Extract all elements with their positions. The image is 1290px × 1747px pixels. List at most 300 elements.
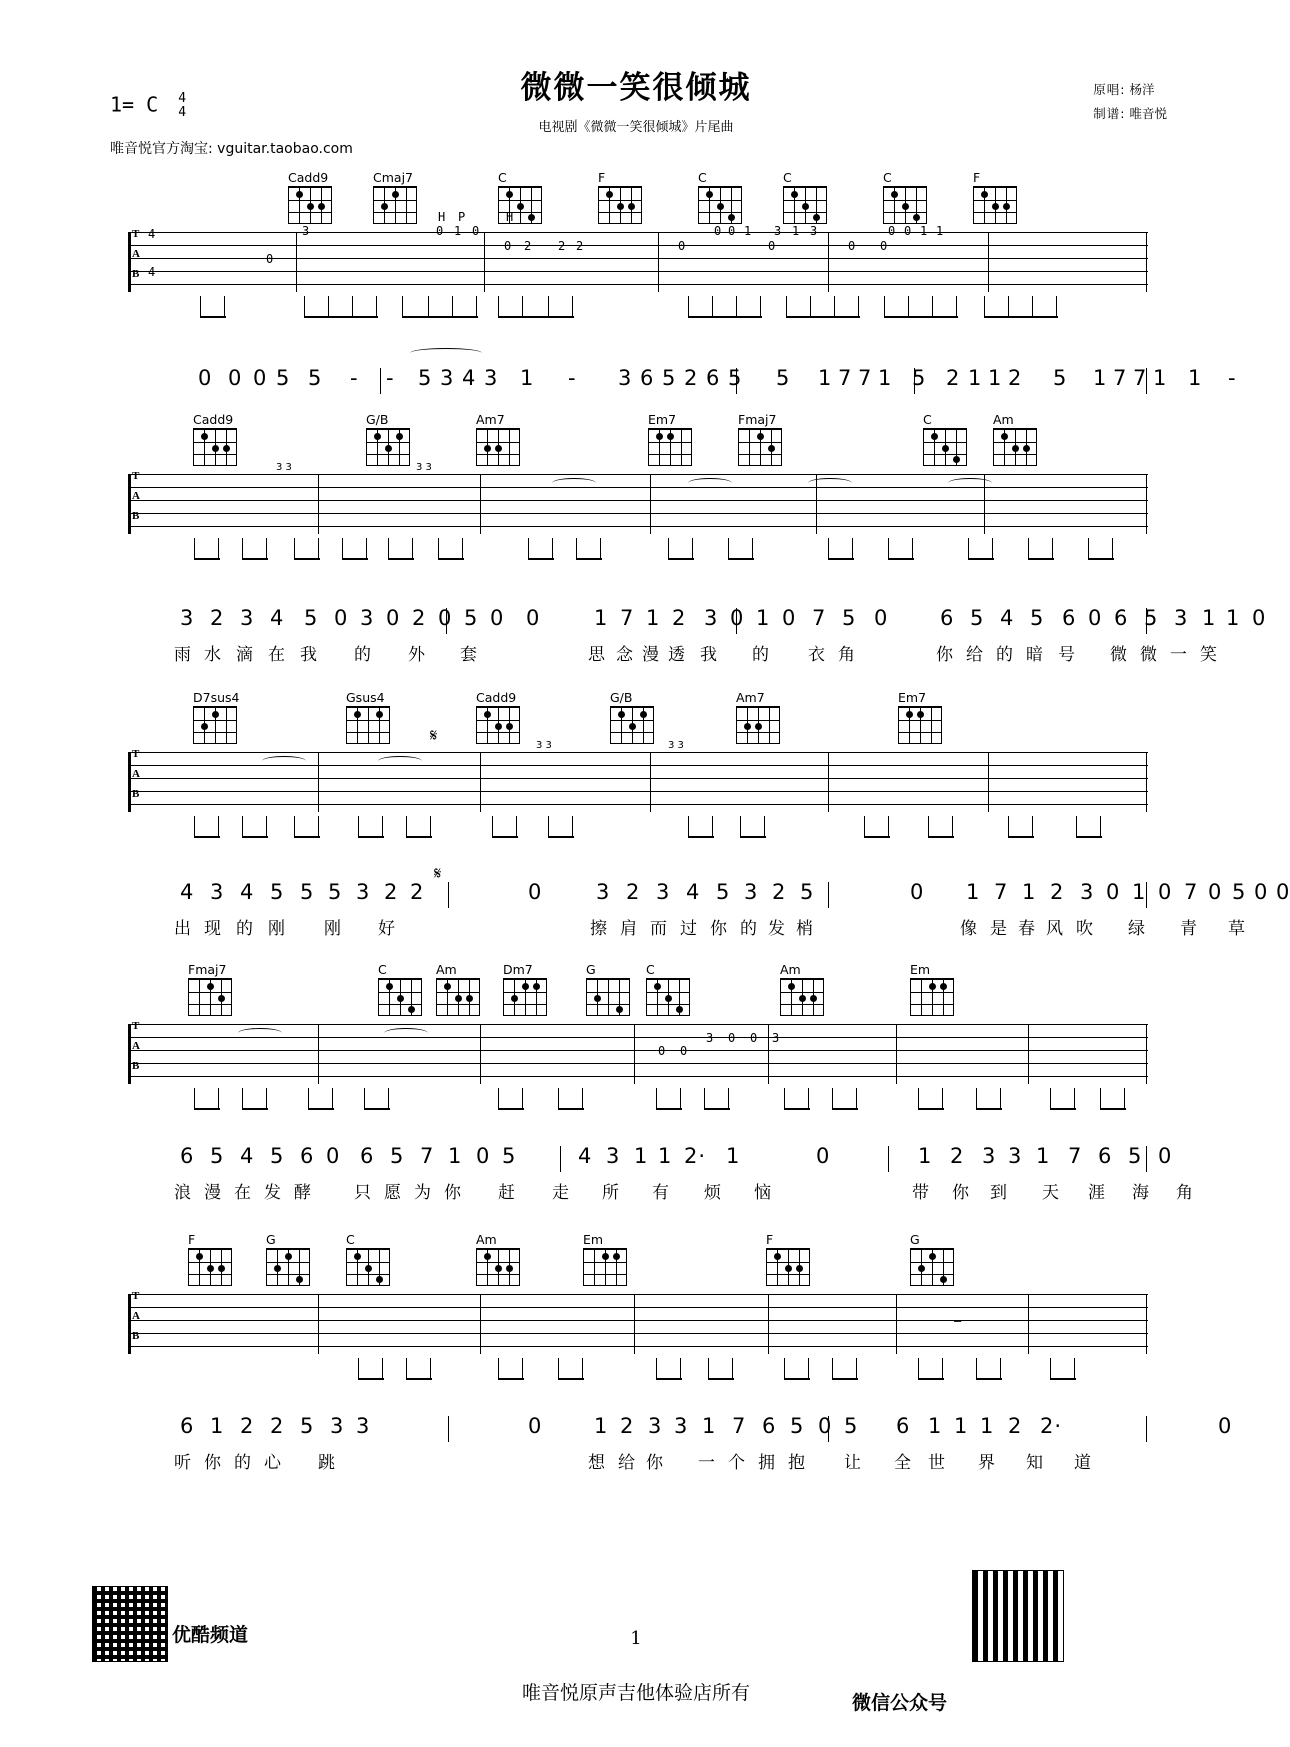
rhythm-stems-1 [128,296,1148,326]
chord-diagram-row-3 [0,690,1272,750]
lyric-syllable: 刚 [324,919,342,939]
triplet-mark: 3 3 [536,740,552,751]
wechat-qr-code [972,1570,1064,1662]
chord-name: F [598,170,606,185]
chord-diagram [993,412,1049,466]
jianpu-note: 0 [438,606,453,630]
lyric-syllable: 发 [768,919,786,939]
lyric-syllable: 拥 [758,1453,776,1473]
jianpu-note: 6 [706,366,721,390]
jianpu-notes [128,1144,1173,1178]
lyric-syllable: 思 [588,645,606,665]
lyric-syllable: 全 [894,1453,912,1473]
lyric-syllable: 听 [174,1453,192,1473]
lyric-syllable: 的 [354,645,372,665]
chord-name: Gsus4 [346,690,385,705]
chord-name: Am [993,412,1014,427]
chord-name: Em [910,962,931,977]
jianpu-note: 1 [918,1144,933,1168]
ornament-hammer-icon: H [438,210,446,224]
tab-label-a: A [132,768,140,780]
tab-label-t: T [132,1020,140,1032]
jianpu-note: 5 [308,366,323,390]
fretboard-grid [910,978,954,1016]
slur-mark [262,756,306,766]
jianpu-note: 6 [640,366,655,390]
jianpu-note: 5 [1030,606,1045,630]
lyric-syllable: 肩 [620,919,638,939]
lyric-syllable: 的 [236,919,254,939]
tab-label-b: B [132,1330,140,1342]
jianpu-note: 6 [940,606,955,630]
lyric-syllable: 角 [838,645,856,665]
lyric-syllable: 烦 [704,1183,722,1203]
lyric-syllable: 为 [414,1183,432,1203]
lyric-syllable: 像 [960,919,978,939]
jianpu-note: 1 [954,1414,969,1438]
lyric-syllable: 我 [300,645,318,665]
jianpu-note: 0 [476,1144,491,1168]
chord-diagram-row-5 [0,1232,1272,1292]
time-sig-top: 4 [178,91,187,106]
lyric-syllable: 擦 [590,919,608,939]
chord-name: G [910,1232,920,1247]
lyric-syllable: 是 [990,919,1008,939]
chord-diagram [898,690,954,744]
chord-name: F [973,170,981,185]
fretboard-grid [766,1248,810,1286]
jianpu-note: 6 [762,1414,777,1438]
chord-diagram [346,690,402,744]
chord-name: C [646,962,655,977]
lyric-syllable: 带 [912,1183,930,1203]
lyric-syllable: 绿 [1128,919,1146,939]
jianpu-note: 0 [490,606,505,630]
lyric-syllable: 有 [652,1183,670,1203]
lyric-syllable: 赶 [498,1183,516,1203]
jianpu-note: 1 [966,880,981,904]
chord-diagram [503,962,559,1016]
chord-diagram [586,962,642,1016]
jianpu-note: 4 [1000,606,1015,630]
lyric-syllable: 草 [1228,919,1246,939]
page-title: 微微一笑很倾城 [520,70,752,106]
slur-mark [238,1028,282,1038]
credit-arranger-value: 唯音悦 [1129,105,1167,121]
slur-mark [808,478,852,488]
jianpu-note: 0 [386,606,401,630]
jianpu-note: 7 [1113,366,1128,390]
jianpu-note: 5 [276,366,291,390]
jianpu-note: 5 [390,1144,405,1168]
fretboard-grid [476,706,520,744]
lyric-syllable: 走 [552,1183,570,1203]
lyric-syllable: 而 [650,919,668,939]
jianpu-note: 5 [716,880,731,904]
jianpu-note: 1 [928,1414,943,1438]
tab-number: 1 [936,224,944,238]
slur-mark [384,1028,428,1038]
jianpu-note: 3 [1008,1144,1023,1168]
jianpu-lyrics [128,1448,1148,1476]
chord-diagram [766,1232,822,1286]
fretboard-grid [783,186,827,224]
jianpu-note: 1 [968,366,983,390]
jianpu-notes [128,864,1290,914]
fretboard-grid [378,978,422,1016]
chord-name: Am7 [736,690,765,705]
lyric-syllable: 风 [1046,919,1064,939]
credit-singer-value: 杨洋 [1129,82,1155,97]
chord-name: Em [583,1232,604,1247]
chord-name: C [923,412,932,427]
chord-diagram [736,690,792,744]
jianpu-note: 5 [270,1144,285,1168]
triplet-mark: 3 3 [668,740,684,751]
jianpu-note: 3 [1174,606,1189,630]
system-1 [0,170,1272,360]
lyric-syllable: 青 [1180,919,1198,939]
chord-name: G/B [610,690,633,705]
jianpu-note: 0 [228,366,243,390]
jianpu-note: 3 [240,606,255,630]
jianpu-note: 5 [270,880,285,904]
chord-diagram-row-1 [0,170,1272,230]
tab-label-a: A [132,248,140,260]
jianpu-note: 3 [648,1414,663,1438]
footer-shop-text: 唯音悦原声吉他体验店所有 [521,1682,750,1704]
jianpu-note: 2 [240,1414,255,1438]
jianpu-note: 0 [1252,606,1267,630]
tab-number: 0 [728,1031,736,1045]
jianpu-note: 6 [300,1144,315,1168]
jianpu-4 [128,1144,1194,1206]
fretboard-grid [188,978,232,1016]
fretboard-grid [583,1248,627,1286]
system-5 [0,1232,1272,1422]
jianpu-note: 7 [994,880,1009,904]
slur-mark [378,756,422,766]
tab-number: 0 [680,1044,688,1058]
jianpu-note: 5 [1144,606,1159,630]
chord-name: Cadd9 [476,690,517,705]
chord-name: Cadd9 [288,170,329,185]
lyric-syllable: 海 [1132,1183,1150,1203]
chord-name: Am [780,962,801,977]
fretboard-grid [288,186,332,224]
chord-name: G [586,962,596,977]
fretboard-grid [188,1248,232,1286]
lyric-syllable: 界 [978,1453,996,1473]
jianpu-note: 0 [526,606,541,630]
chord-name: C [698,170,707,185]
fretboard-grid [646,978,690,1016]
chord-diagram [193,690,249,744]
chord-diagram [476,1232,532,1286]
chord-diagram [378,962,434,1016]
chord-diagram [373,170,429,224]
jianpu-note: 7 [620,606,635,630]
lyric-syllable: 吹 [1076,919,1094,939]
slur-mark [688,478,732,488]
lyric-syllable: 知 [1026,1453,1044,1473]
jianpu-note: 5 [844,1414,859,1438]
jianpu-note: 2 [410,880,425,904]
lyric-syllable: 给 [618,1453,636,1473]
chord-diagram [783,170,839,224]
lyric-syllable: 的 [740,919,758,939]
jianpu-note: 5 [1128,1144,1143,1168]
triplet-mark: 3 3 [416,462,432,473]
jianpu-note: 3 [656,880,671,904]
jianpu-note: 2 [626,880,641,904]
jianpu-3 [128,864,1290,942]
jianpu-note: 4 [462,366,477,390]
jianpu-note: 7 [1068,1144,1083,1168]
jianpu-lyrics [128,640,1218,668]
chord-diagram-row-2 [0,412,1272,472]
system-2 [0,412,1272,602]
fretboard-grid [586,978,630,1016]
jianpu-note: 6 [180,1144,195,1168]
chord-diagram [780,962,836,1016]
fretboard-grid [910,1248,954,1286]
fretboard-grid [698,186,742,224]
jianpu-note: - [1228,366,1237,390]
jianpu-note: 3 [440,366,455,390]
chord-diagram [610,690,666,744]
lyric-syllable: 漫 [642,645,660,665]
jianpu-note: 3 [484,366,499,390]
lyric-syllable: 微 [1140,645,1158,665]
lyric-syllable: 春 [1018,919,1036,939]
jianpu-note: 7 [858,366,873,390]
jianpu-note: 4 [578,1144,593,1168]
jianpu-note: 2 [412,606,427,630]
lyric-syllable: 给 [966,645,984,665]
lyric-syllable: 刚 [268,919,286,939]
jianpu-note: 0 [1218,1414,1233,1438]
lyric-syllable: 你 [936,645,954,665]
jianpu-note: 3 [356,1414,371,1438]
jianpu-note: 2 [1050,880,1065,904]
fretboard-grid [498,186,542,224]
jianpu-note: 4 [270,606,285,630]
credit-singer-label: 原唱: [1093,82,1126,97]
jianpu-note: 2 [210,606,225,630]
lyric-syllable: 道 [1074,1453,1092,1473]
jianpu-note: 0 [1254,880,1269,904]
tab-number: 2 [558,239,566,253]
fretboard-grid [993,428,1037,466]
jianpu-note: 5 [418,366,433,390]
jianpu-note: 5 [1053,366,1068,390]
lyric-syllable: 酵 [294,1183,312,1203]
slur-mark [948,478,992,488]
jianpu-note: 6 [1114,606,1129,630]
jianpu-note: 1 [520,366,535,390]
jianpu-note: 5 [790,1414,805,1438]
lyric-syllable: 笑 [1200,645,1218,665]
jianpu-note: 1 [818,366,833,390]
chord-diagram [646,962,702,1016]
fretboard-grid [738,428,782,466]
chord-diagram [193,412,249,466]
tab-number: 0 [472,224,480,238]
chord-name: D7sus4 [193,690,240,705]
fretboard-grid [476,1248,520,1286]
chord-diagram [973,170,1029,224]
jianpu-note: 5 [970,606,985,630]
jianpu-note: 6 [360,1144,375,1168]
jianpu-note: 5 [210,1144,225,1168]
tab-number: 0 [888,224,896,238]
jianpu-note: 0 [816,1144,831,1168]
tab-number: — [954,1314,962,1328]
chord-name: Fmaj7 [738,412,777,427]
chord-name: C [498,170,507,185]
fretboard-grid [923,428,967,466]
ornament-pull-icon: P [458,210,466,224]
lyric-syllable: 愿 [384,1183,402,1203]
lyric-syllable: 漫 [204,1183,222,1203]
tab-label-b: B [132,510,140,522]
chord-diagram [266,1232,322,1286]
fretboard-grid [366,428,410,466]
lyric-syllable: 过 [680,919,698,939]
jianpu-note: 3 [596,880,611,904]
jianpu-note: 1 [646,606,661,630]
time-sig-bottom: 4 [178,104,187,120]
ornament-hammer-icon: H [506,210,514,224]
jianpu-note: 0 [253,366,268,390]
jianpu-note: 3 [210,880,225,904]
chord-diagram [598,170,654,224]
tab-number: 0 [728,224,736,238]
slur-mark [410,348,482,358]
tab-number: 1 [920,224,928,238]
lyric-syllable: 发 [264,1183,282,1203]
chord-name: G [266,1232,276,1247]
lyric-syllable: 到 [990,1183,1008,1203]
tab-label-t: T [132,1290,140,1302]
jianpu-note: 0 [1106,880,1121,904]
lyric-syllable: 你 [204,1453,222,1473]
jianpu-note: 3 [330,1414,345,1438]
rhythm-stems-2 [128,538,1148,568]
jianpu-note: 1 [448,1144,463,1168]
jianpu-note: 0 [1276,880,1290,904]
jianpu-note: 2 [772,880,787,904]
chord-name: Fmaj7 [188,962,227,977]
jianpu-lyrics [128,1178,1194,1206]
jianpu-note: 1 [726,1144,741,1168]
lyric-syllable: 想 [588,1453,606,1473]
chord-diagram [288,170,344,224]
lyric-syllable: 只 [354,1183,372,1203]
system-4 [0,962,1272,1152]
jianpu-note: 3 [744,880,759,904]
jianpu-note: 1 [1093,366,1108,390]
tab-number: 0 [436,224,444,238]
tab-number: 0 [714,224,722,238]
chord-diagram [698,170,754,224]
system-3 [0,690,1272,880]
tab-number: 0 [880,239,888,253]
lyric-syllable: 梢 [796,919,814,939]
lyric-syllable: 的 [996,645,1014,665]
jianpu-note: 3 [180,606,195,630]
jianpu-note: 1 [658,1144,673,1168]
tab-label-a: A [132,490,140,502]
lyric-syllable: 你 [710,919,728,939]
jianpu-note: 1 [1036,1144,1051,1168]
jianpu-note: 0 [528,1414,543,1438]
shop-url-line: 唯音悦官方淘宝: vguitar.taobao.com [110,141,353,157]
lyric-syllable: 个 [728,1453,746,1473]
chord-name: C [378,962,387,977]
tab-number: 3 [772,1031,780,1045]
segno-icon: 𝄋 [430,726,438,746]
credits [1093,78,1167,126]
jianpu-note: - [568,366,577,390]
jianpu-note: 0 [910,880,925,904]
lyric-syllable: 涯 [1088,1183,1106,1203]
lyric-syllable: 一 [698,1453,716,1473]
chord-diagram [346,1232,402,1286]
fretboard-grid [780,978,824,1016]
jianpu-note: 0 [818,1414,833,1438]
jianpu-note: 2· [1040,1414,1063,1438]
jianpu-note: 5 [502,1144,517,1168]
fretboard-grid [346,706,390,744]
lyric-syllable: 你 [444,1183,462,1203]
jianpu-note: - [386,366,395,390]
tab-label-t: T [132,748,140,760]
jianpu-note: 6 [1062,606,1077,630]
key-label: 1= C [110,92,159,117]
fretboard-grid [883,186,927,224]
jianpu-note: 0 [730,606,745,630]
jianpu-note: 7 [838,366,853,390]
tab-staff-5 [128,1290,1148,1354]
jianpu-note: 5 [776,366,791,390]
page-number: 1 [630,1628,642,1649]
triplet-mark: 3 3 [276,462,292,473]
jianpu-notes [128,366,1237,400]
lyric-syllable: 外 [408,645,426,665]
chord-name: Cadd9 [193,412,234,427]
tab-label-b: B [132,788,140,800]
lyric-syllable: 我 [700,645,718,665]
chord-name: Dm7 [503,962,533,977]
lyric-syllable: 你 [952,1183,970,1203]
jianpu-note: 4 [686,880,701,904]
jianpu-note: 3 [674,1414,689,1438]
jianpu-note: 6 [896,1414,911,1438]
tab-staff-1 [128,210,1148,292]
lyric-syllable: 你 [646,1453,664,1473]
jianpu-note: 1 [1188,366,1203,390]
fretboard-grid [193,428,237,466]
jianpu-note: 7 [812,606,827,630]
lyric-syllable: 心 [264,1453,282,1473]
lyric-syllable: 跳 [318,1453,336,1473]
lyric-syllable: 衣 [808,645,826,665]
youku-qr-label: 优酷频道 [172,1624,249,1646]
fretboard-grid [598,186,642,224]
jianpu-note: 1 [1202,606,1217,630]
